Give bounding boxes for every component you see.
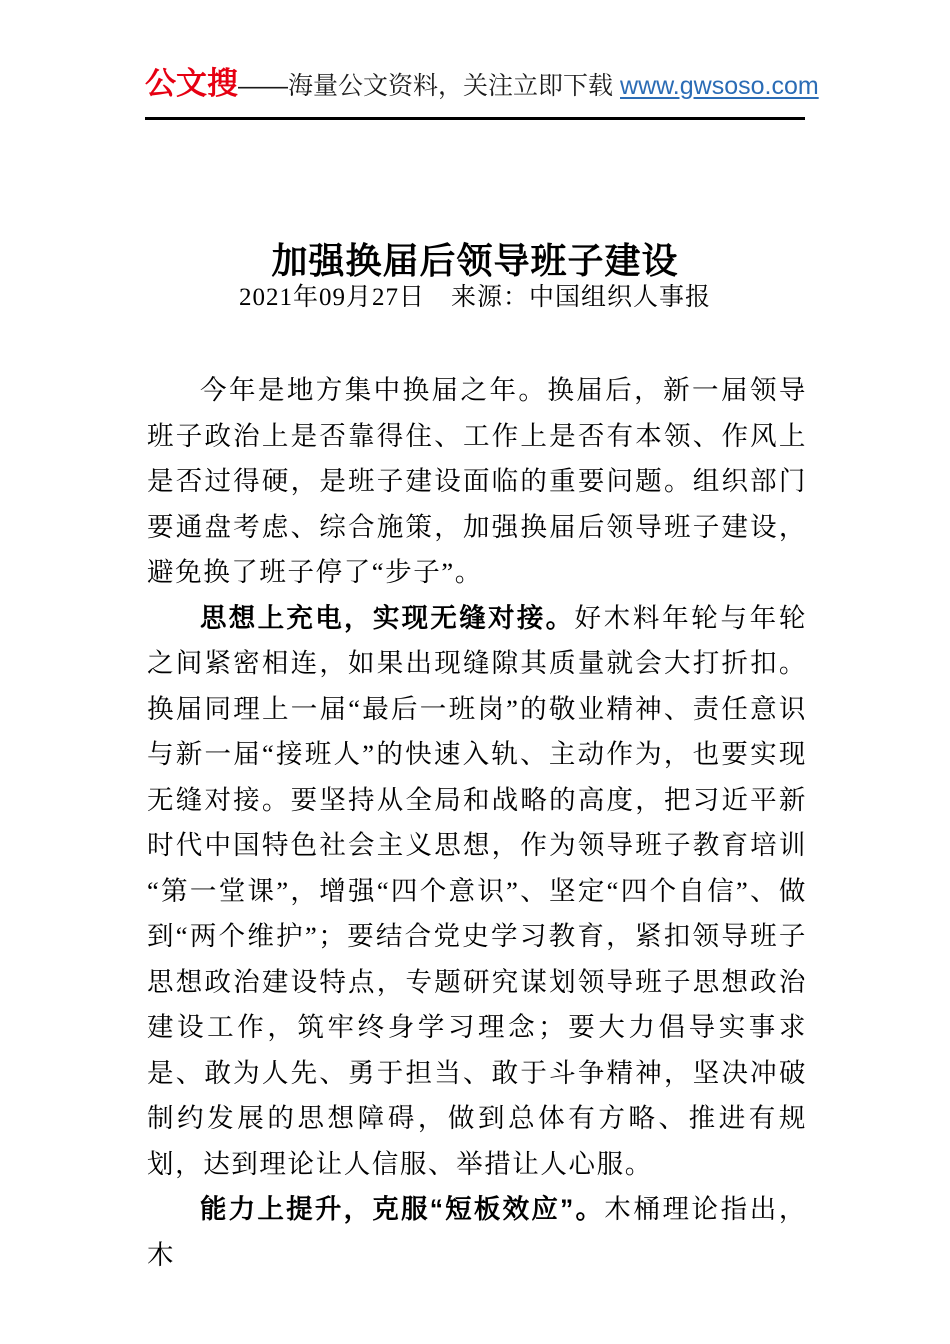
site-header-line xyxy=(145,66,819,114)
paragraph-lead: 能力上提升，克服“短板效应”。 xyxy=(200,1194,605,1224)
paragraph-lead: 思想上充电，实现无缝对接。 xyxy=(200,602,575,633)
paragraph xyxy=(147,1187,807,1278)
paragraph-text: 今年是地方集中换届之年。换届后，新一届领导班子政治上是否靠得住、工作上是否有本领、作风上是否过得硬，是班子建设面临的重要问题。组织部门要通盘考虑、综合施策，加强换届后领导班子建设，避免换了班子停了“步子”。 xyxy=(147,375,807,587)
paragraph-text: 好木料年轮与年轮之间紧密相连，如果出现缝隙其质量就会大打折扣。换届同理上一届“最后一班岗”的敬业精神、责任意识与新一届“接班人”的快速入轨、主动作为，也要实现无缝对接。要坚持从全局和战略的高度，把习近平新时代中国特色社会主义思想，作为领导班子教育培训“第一堂课”，增强“四个意识”、坚定“四个自信”、做到“两个维护”；要结合党史学习教育，紧扣领导班子思想政治建设特点，专题研究谋划领导班子思想政治建设工作，筑牢终身学习理念；要大力倡导实事求是、敢为人先、勇于担当、敢于斗争精神，坚决冲破制约发展的思想障碍，做到总体有方略、推进有规划，达到理论让人信服、举措让人心服。 xyxy=(147,602,807,1179)
paragraph xyxy=(147,368,807,596)
publish-source: 来源：中国组织人事报 xyxy=(451,284,712,311)
brand-logo: 公文搜 xyxy=(145,66,238,101)
brand-tagline: ——海量公文资料，关注立即下载 xyxy=(238,72,614,100)
document-byline xyxy=(0,280,950,316)
paragraph xyxy=(147,596,807,1188)
document-body xyxy=(147,368,807,1278)
document-title: 加强换届后领导班子建设 xyxy=(271,240,679,282)
publish-date: 2021年09月27日 xyxy=(238,284,425,311)
header-divider xyxy=(145,117,805,120)
site-url-link[interactable]: www.gwsoso.com xyxy=(620,72,819,100)
site-header xyxy=(145,66,819,120)
paragraph-text: 木桶理论指出，木 xyxy=(147,1194,808,1270)
